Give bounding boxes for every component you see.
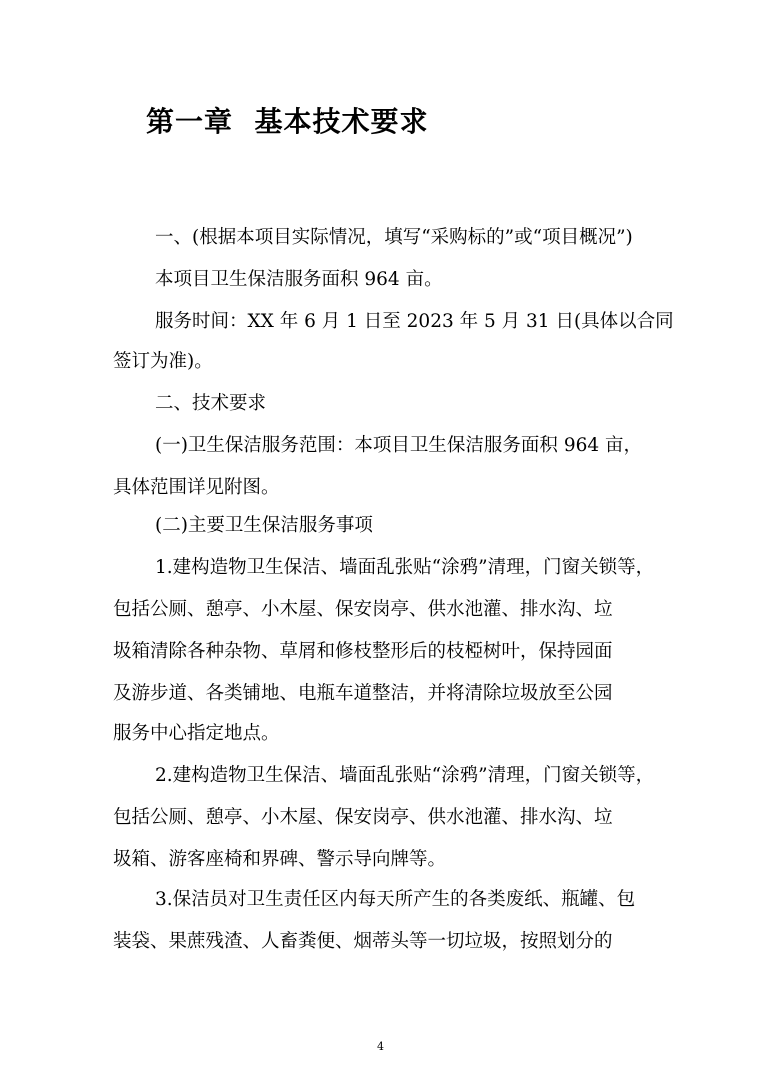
subsection-heading: (二)主要卫生保洁服务事项	[155, 515, 373, 536]
paragraph-line: 2.建构造物卫生保洁、墙面乱张贴“涂鸦”清理，门窗关锁等，	[155, 765, 655, 786]
paragraph-line: 装袋、果蔗残渣、人畜粪便、烟蒂头等一切垃圾，按照划分的	[113, 931, 613, 952]
paragraph-line: 本项目卫生保洁服务面积 964 亩。	[155, 269, 443, 290]
paragraph-line: 包括公厕、憩亭、小木屋、保安岗亭、供水池灌、排水沟、垃	[113, 599, 613, 620]
paragraph-line: 1.建构造物卫生保洁、墙面乱张贴“涂鸦”清理，门窗关锁等，	[155, 557, 655, 578]
paragraph-line: 圾箱清除各种杂物、草屑和修枝整形后的枝椏树叶，保持园面	[113, 641, 613, 662]
paragraph-line: 服务时间：XX 年 6 月 1 日至 2023 年 5 月 31 日(具体以合同	[155, 311, 674, 332]
paragraph-line: 及游步道、各类铺地、电瓶车道整洁，并将清除垃圾放至公园	[113, 683, 613, 704]
paragraph-line: 3.保洁员对卫生责任区内每天所产生的各类废纸、瓶罐、包	[155, 889, 636, 910]
paragraph-line: 包括公厕、憩亭、小木屋、保安岗亭、供水池灌、排水沟、垃	[113, 807, 613, 828]
paragraph-line: 签订为准)。	[113, 351, 213, 372]
section-heading: 一、(根据本项目实际情况，填写“采购标的”或“项目概况”)	[155, 227, 633, 248]
paragraph-line: 服务中心指定地点。	[113, 723, 280, 744]
section-heading: 二、技术要求	[155, 393, 267, 414]
paragraph-line: (一)卫生保洁服务范围：本项目卫生保洁服务面积 964 亩，	[155, 435, 643, 456]
chapter-title: 第一章 基本技术要求	[146, 105, 429, 138]
paragraph-line: 圾箱、游客座椅和界碑、警示导向牌等。	[113, 849, 447, 870]
paragraph-line: 具体范围详见附图。	[113, 477, 280, 498]
page-number: 4	[377, 1040, 384, 1053]
